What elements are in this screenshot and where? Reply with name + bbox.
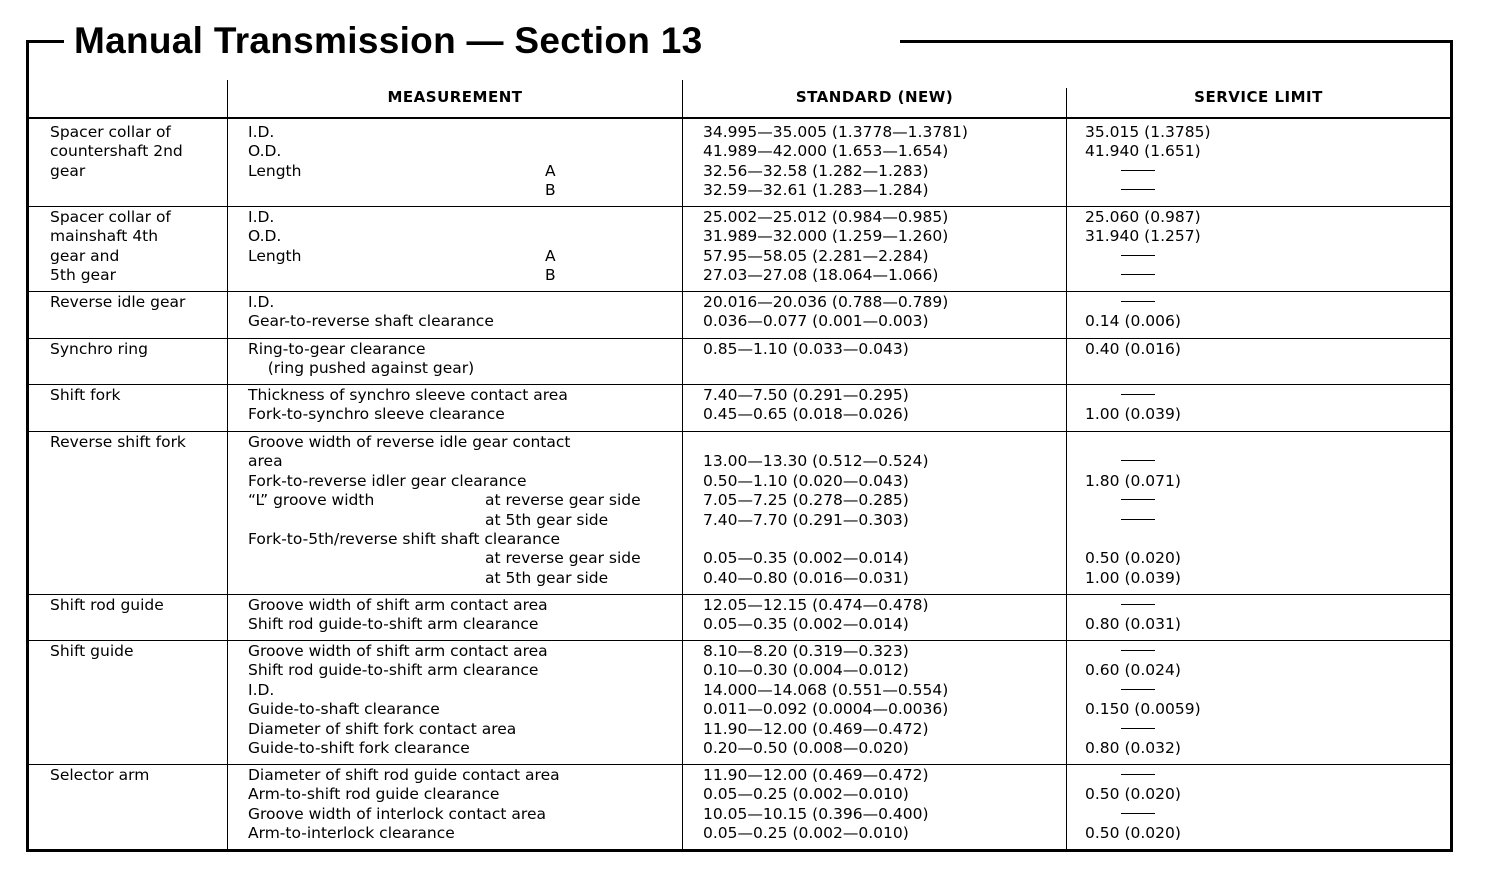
title-rule-right <box>900 40 1453 43</box>
item-name-line: Reverse idle gear <box>50 293 186 311</box>
service-limit-value <box>1121 293 1155 312</box>
no-limit-dash <box>1121 650 1155 651</box>
service-limit-value: 0.150 (0.0059) <box>1085 700 1201 719</box>
service-limit-value <box>1121 386 1155 405</box>
item-name-line: Selector arm <box>50 766 150 784</box>
standard-value: 13.00—13.30 (0.512—0.524) <box>703 452 929 471</box>
no-limit-dash <box>1121 460 1155 461</box>
no-limit-dash <box>1121 274 1155 275</box>
measurement-label: Shift rod guide-to-shift arm clearance <box>248 615 539 634</box>
column-divider <box>227 80 228 850</box>
no-limit-text <box>1121 181 1122 200</box>
standard-value: 34.995—35.005 (1.3778—1.3781) <box>703 123 968 141</box>
standard-value: 8.10—8.20 (0.319—0.323) <box>703 642 909 660</box>
measurement-label: Shift rod guide-to-shift arm clearance <box>248 661 539 680</box>
service-limit-value <box>1121 247 1155 266</box>
measurement-label: Length <box>248 246 302 265</box>
item-name <box>50 340 225 359</box>
row-divider <box>29 594 1450 595</box>
row-divider <box>29 640 1450 641</box>
standard-value: 7.40—7.50 (0.291—0.295) <box>703 386 909 404</box>
service-limit-value: 1.80 (0.071) <box>1085 471 1181 490</box>
standard-value: 0.85—1.10 (0.033—0.043) <box>703 340 909 358</box>
no-limit-dash <box>1121 394 1155 395</box>
item-name-line: Shift guide <box>50 642 134 660</box>
service-limit-value: 1.00 (0.039) <box>1085 405 1181 424</box>
measurement-label: Gear-to-reverse shaft clearance <box>248 312 494 331</box>
page-title: Manual Transmission — Section 13 <box>74 20 703 61</box>
measurement-sub-label: B <box>545 181 556 200</box>
measurement-sub-label: B <box>545 266 556 285</box>
standard-value: 25.002—25.012 (0.984—0.985) <box>703 208 949 226</box>
standard-value: 0.036—0.077 (0.001—0.003) <box>703 312 929 331</box>
header-divider <box>29 117 1450 119</box>
item-name-line: gear and <box>50 246 120 265</box>
item-name <box>50 642 225 661</box>
item-name <box>50 766 225 785</box>
service-limit-value: 41.940 (1.651) <box>1085 142 1201 161</box>
no-limit-text <box>1121 293 1122 312</box>
standard-value: 0.40—0.80 (0.016—0.031) <box>703 568 909 587</box>
row-divider <box>29 206 1450 207</box>
item-name-line: Spacer collar of <box>50 123 171 141</box>
no-limit-dash <box>1121 604 1155 605</box>
standard-value: 0.05—0.25 (0.002—0.010) <box>703 824 909 843</box>
measurement-label: Fork-to-synchro sleeve clearance <box>248 405 505 424</box>
row-divider <box>29 291 1450 292</box>
row-divider <box>29 764 1450 765</box>
no-limit-dash <box>1121 255 1155 256</box>
measurement-label: Diameter of shift rod guide contact area <box>248 766 560 784</box>
service-limit-value <box>1121 181 1155 200</box>
item-name <box>50 433 225 452</box>
standard-value: 0.05—0.25 (0.002—0.010) <box>703 785 909 804</box>
standard-value: 10.05—10.15 (0.396—0.400) <box>703 804 929 823</box>
measurement-label: Groove width of interlock contact area <box>248 804 546 823</box>
service-limit-value <box>1121 642 1155 661</box>
item-name <box>50 123 225 181</box>
measurement-label: O.D. <box>248 142 282 161</box>
standard-value: 32.59—32.61 (1.283—1.284) <box>703 181 929 200</box>
standard-value: 0.20—0.50 (0.008—0.020) <box>703 739 909 757</box>
no-limit-dash <box>1121 519 1155 520</box>
service-limit-value: 0.60 (0.024) <box>1085 661 1181 680</box>
measurement-sub-label: at reverse gear side <box>485 549 641 568</box>
standard-value: 0.50—1.10 (0.020—0.043) <box>703 471 909 490</box>
service-limit-value <box>1121 766 1155 785</box>
no-limit-text <box>1121 642 1122 661</box>
service-limit-value: 0.80 (0.032) <box>1085 739 1181 757</box>
measurement-sub-label: A <box>545 246 556 265</box>
item-name <box>50 386 225 405</box>
service-limit-value: 0.50 (0.020) <box>1085 549 1181 568</box>
service-limit-value <box>1121 805 1155 824</box>
measurement-label: O.D. <box>248 227 282 246</box>
item-name <box>50 293 225 312</box>
item-name-line: Reverse shift fork <box>50 433 186 451</box>
measurement-label: Fork-to-reverse idler gear clearance <box>248 471 527 490</box>
item-name-line: countershaft 2nd <box>50 142 183 161</box>
service-limit-value: 0.80 (0.031) <box>1085 615 1181 634</box>
standard-value: 27.03—27.08 (18.064—1.066) <box>703 266 939 285</box>
standard-value: 14.000—14.068 (0.551—0.554) <box>703 680 949 699</box>
no-limit-dash <box>1121 728 1155 729</box>
item-name-line: Shift rod guide <box>50 596 164 614</box>
service-limit-value: 31.940 (1.257) <box>1085 227 1201 246</box>
service-limit-value <box>1121 452 1155 471</box>
standard-value: 20.016—20.036 (0.788—0.789) <box>703 293 949 311</box>
item-name-line: Synchro ring <box>50 340 148 358</box>
service-limit-value: 25.060 (0.987) <box>1085 208 1201 226</box>
standard-value: 11.90—12.00 (0.469—0.472) <box>703 766 929 784</box>
item-name-line: 5th gear <box>50 266 116 285</box>
frame-left-border <box>26 40 29 852</box>
measurement-label: Guide-to-shaft clearance <box>248 700 440 719</box>
standard-value: 57.95—58.05 (2.281—2.284) <box>703 246 929 265</box>
service-limit-value: 0.50 (0.020) <box>1085 785 1181 804</box>
standard-value: 0.05—0.35 (0.002—0.014) <box>703 549 909 568</box>
measurement-label: Arm-to-interlock clearance <box>248 824 455 843</box>
service-limit-value <box>1121 511 1155 530</box>
standard-value: 32.56—32.58 (1.282—1.283) <box>703 161 929 180</box>
column-divider <box>1066 88 1067 850</box>
no-limit-dash <box>1121 189 1155 190</box>
measurement-label: “L” groove width <box>248 491 375 510</box>
standard-value: 0.10—0.30 (0.004—0.012) <box>703 661 909 680</box>
no-limit-dash <box>1121 301 1155 302</box>
measurement-label: I.D. <box>248 208 275 226</box>
service-limit-value <box>1121 491 1155 510</box>
service-limit-value <box>1121 162 1155 181</box>
standard-value: 0.45—0.65 (0.018—0.026) <box>703 405 909 424</box>
header-standard: STANDARD (NEW) <box>795 88 954 106</box>
no-limit-dash <box>1121 689 1155 690</box>
measurement-label: Fork-to-5th/reverse shift shaft clearance <box>248 530 560 548</box>
measurement-label: area <box>248 452 283 471</box>
measurement-sub-label: at reverse gear side <box>485 491 641 510</box>
measurement-label: Ring-to-gear clearance <box>248 340 426 358</box>
title-rule-left <box>26 40 64 43</box>
measurement-label: Arm-to-shift rod guide clearance <box>248 785 500 804</box>
measurement-label: Thickness of synchro sleeve contact area <box>248 386 568 404</box>
item-name-line: Spacer collar of <box>50 208 171 226</box>
frame-bottom-border <box>26 849 1453 852</box>
no-limit-text <box>1121 491 1122 510</box>
measurement-label: Groove width of shift arm contact area <box>248 642 548 660</box>
item-name <box>50 208 225 286</box>
no-limit-text <box>1121 452 1122 471</box>
header-measurement: MEASUREMENT <box>387 88 523 106</box>
measurement-label: I.D. <box>248 123 275 141</box>
service-limit-value: 0.50 (0.020) <box>1085 824 1181 843</box>
service-limit-value: 0.40 (0.016) <box>1085 340 1181 358</box>
no-limit-text <box>1121 681 1122 700</box>
measurement-sub-label: A <box>545 161 556 180</box>
service-limit-value <box>1121 266 1155 285</box>
no-limit-text <box>1121 511 1122 530</box>
standard-value: 12.05—12.15 (0.474—0.478) <box>703 596 929 614</box>
standard-value: 7.05—7.25 (0.278—0.285) <box>703 491 909 510</box>
no-limit-text <box>1121 766 1122 785</box>
measurement-label: Diameter of shift fork contact area <box>248 719 517 738</box>
measurement-sub-label: at 5th gear side <box>485 510 609 529</box>
header-service-limit: SERVICE LIMIT <box>1194 88 1323 106</box>
row-divider <box>29 431 1450 432</box>
column-divider <box>682 80 683 850</box>
standard-value: 0.05—0.35 (0.002—0.014) <box>703 615 909 634</box>
measurement-sub-label: at 5th gear side <box>485 568 609 587</box>
standard-value: 31.989—32.000 (1.259—1.260) <box>703 227 949 246</box>
item-name <box>50 596 225 615</box>
service-limit-value: 1.00 (0.039) <box>1085 568 1181 587</box>
no-limit-text <box>1121 266 1122 285</box>
measurement-label: I.D. <box>248 293 275 311</box>
service-limit-value: 0.14 (0.006) <box>1085 312 1181 331</box>
standard-value: 41.989—42.000 (1.653—1.654) <box>703 142 949 161</box>
measurement-label: Guide-to-shift fork clearance <box>248 739 470 757</box>
no-limit-text <box>1121 805 1122 824</box>
item-name-line: Shift fork <box>50 386 121 404</box>
measurement-label: Groove width of reverse idle gear contact <box>248 433 571 451</box>
standard-value: 7.40—7.70 (0.291—0.303) <box>703 510 909 529</box>
service-limit-value <box>1121 720 1155 739</box>
row-divider <box>29 338 1450 339</box>
measurement-label: Groove width of shift arm contact area <box>248 596 548 614</box>
standard-value: 0.011—0.092 (0.0004—0.0036) <box>703 700 949 719</box>
measurement-label: (ring pushed against gear) <box>248 359 475 378</box>
no-limit-text <box>1121 162 1122 181</box>
item-name-line: gear <box>50 161 86 180</box>
no-limit-dash <box>1121 499 1155 500</box>
no-limit-text <box>1121 596 1122 615</box>
service-limit-value <box>1121 596 1155 615</box>
service-limit-value <box>1121 681 1155 700</box>
service-limit-value: 35.015 (1.3785) <box>1085 123 1211 141</box>
measurement-label: Length <box>248 161 302 180</box>
no-limit-dash <box>1121 774 1155 775</box>
item-name-line: mainshaft 4th <box>50 227 159 246</box>
frame-right-border <box>1450 40 1453 852</box>
no-limit-text <box>1121 247 1122 266</box>
row-divider <box>29 384 1450 385</box>
no-limit-dash <box>1121 170 1155 171</box>
no-limit-text <box>1121 720 1122 739</box>
no-limit-text <box>1121 386 1122 405</box>
standard-value: 11.90—12.00 (0.469—0.472) <box>703 719 929 738</box>
measurement-label: I.D. <box>248 680 275 699</box>
no-limit-dash <box>1121 813 1155 814</box>
